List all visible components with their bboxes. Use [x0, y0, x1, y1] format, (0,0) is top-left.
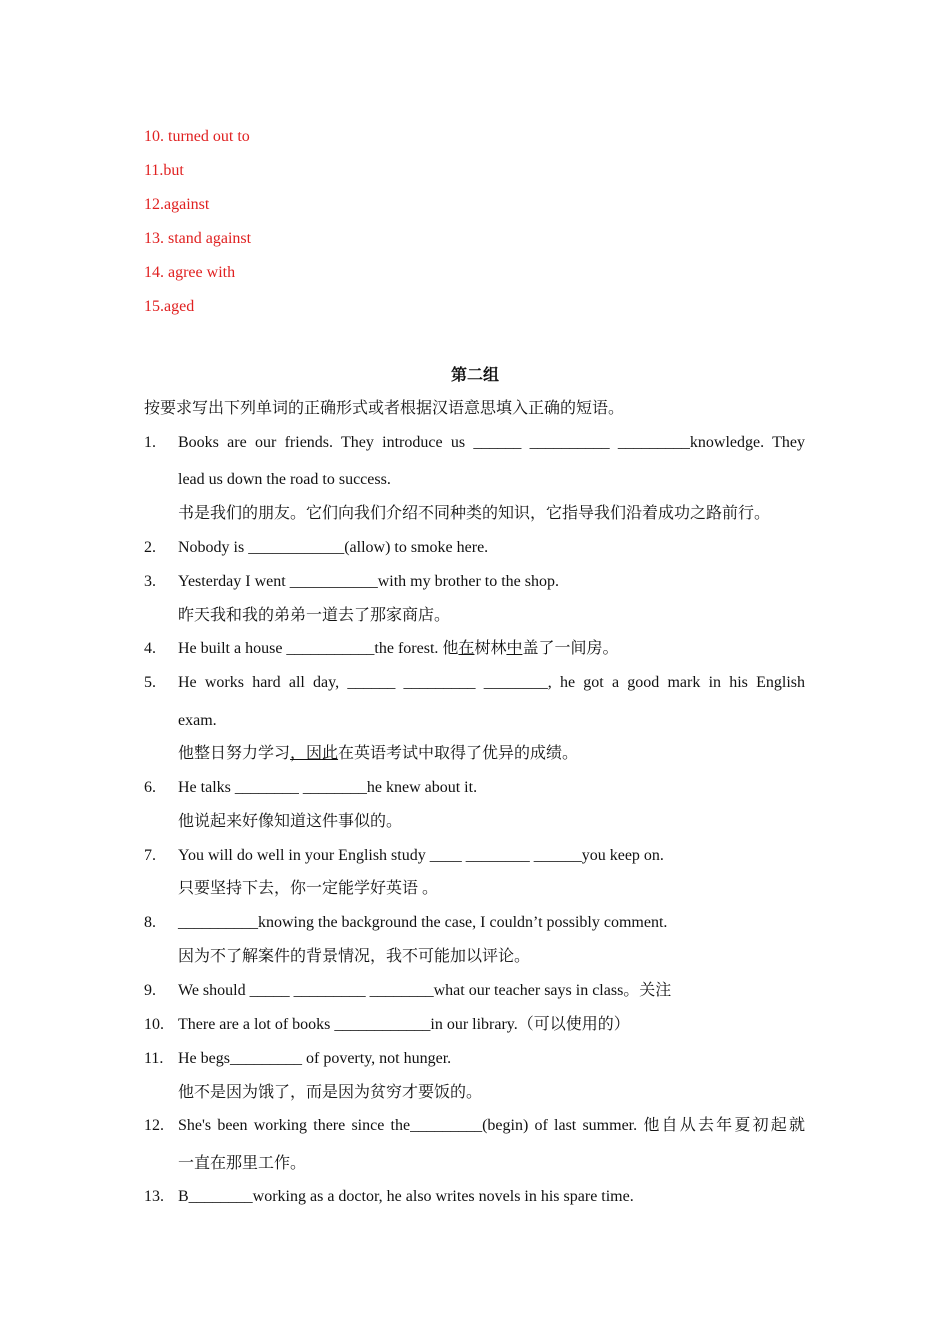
question-text-continued: exam.: [178, 712, 217, 729]
question-text: You will do well in your English study ____ ________ ______you keep on.: [178, 847, 664, 864]
answer-line: 14. agree with: [144, 264, 236, 281]
question-translation: 昨天我和我的弟弟一道去了那家商店。: [178, 607, 451, 624]
translation-part: 他: [442, 640, 459, 657]
answer-line: 10. turned out to: [144, 128, 250, 145]
question-text: Yesterday I went ___________with my brother to the shop.: [178, 573, 559, 590]
answer-line: 15.aged: [144, 298, 195, 315]
question-number: 4.: [144, 640, 156, 657]
question-number: 12.: [144, 1117, 164, 1134]
question-number: 1.: [144, 434, 156, 451]
question-translation: 只要坚持下去，你一定能学好英语 。: [178, 880, 439, 897]
instruction: 按要求写出下列单词的正确形式或者根据汉语意思填入正确的短语。: [144, 400, 625, 417]
translation-part: 他整日努力学习: [178, 745, 291, 762]
question-text: [178, 639, 618, 659]
question-text: He talks ________ ________he knew about it.: [178, 779, 478, 796]
translation-part: 盖了一间房。: [522, 640, 619, 657]
question-translation: 因为不了解案件的背景情况，我不可能加以评论。: [178, 948, 531, 965]
answer-line: 11.but: [144, 162, 184, 179]
section-title: 第二组: [450, 367, 499, 384]
question-translation: 书是我们的朋友。它们向我们介绍不同种类的知识，它指导我们沿着成功之路前行。: [178, 505, 771, 522]
question-number: 7.: [144, 847, 156, 864]
question-translation: 他说起来好像知道这件事似的。: [178, 813, 403, 830]
question-text: __________knowing the background the case, I couldn’t possibly comment.: [178, 914, 668, 931]
question-text: She's been working there since the_________(begin) of last summer. 他自从去年夏初起就: [178, 1117, 805, 1134]
question-text-continued: 一直在那里工作。: [178, 1155, 307, 1172]
question-number: 6.: [144, 779, 156, 796]
translation-part: 在英语考试中取得了优异的成绩。: [338, 745, 579, 762]
question-translation: [178, 744, 578, 764]
question-number: 10.: [144, 1016, 164, 1033]
question-number: 2.: [144, 539, 156, 556]
question-number: 3.: [144, 573, 156, 590]
answer-line: 12.against: [144, 196, 210, 213]
translation-underlined: 在: [458, 640, 475, 657]
question-number: 13.: [144, 1188, 164, 1205]
question-text: He works hard all day, ______ _________ ________, he got a good mark in his English: [178, 674, 805, 691]
question-number: 5.: [144, 674, 156, 691]
question-text: He begs_________ of poverty, not hunger.: [178, 1050, 452, 1067]
question-number: 8.: [144, 914, 156, 931]
translation-part: 树林: [474, 640, 507, 657]
question-text: B________working as a doctor, he also writes novels in his spare time.: [178, 1188, 634, 1205]
question-text: Nobody is ____________(allow) to smoke here.: [178, 539, 489, 556]
translation-underlined: 中: [506, 640, 523, 657]
question-number: 11.: [144, 1050, 164, 1067]
question-text-continued: lead us down the road to success.: [178, 471, 391, 488]
question-text: We should _____ _________ ________what our teacher says in class。关注: [178, 982, 672, 999]
question-text: Books are our friends. They introduce us ______ __________ _________knowledge. They: [178, 434, 805, 451]
answer-line: 13. stand against: [144, 230, 252, 247]
translation-underlined: ，因此: [290, 745, 339, 762]
question-number: 9.: [144, 982, 156, 999]
question-text: There are a lot of books ____________in our library.（可以使用的）: [178, 1016, 630, 1033]
question-translation: 他不是因为饿了，而是因为贫穷才要饭的。: [178, 1084, 483, 1101]
question-text-en: He built a house ___________the forest.: [178, 640, 443, 657]
